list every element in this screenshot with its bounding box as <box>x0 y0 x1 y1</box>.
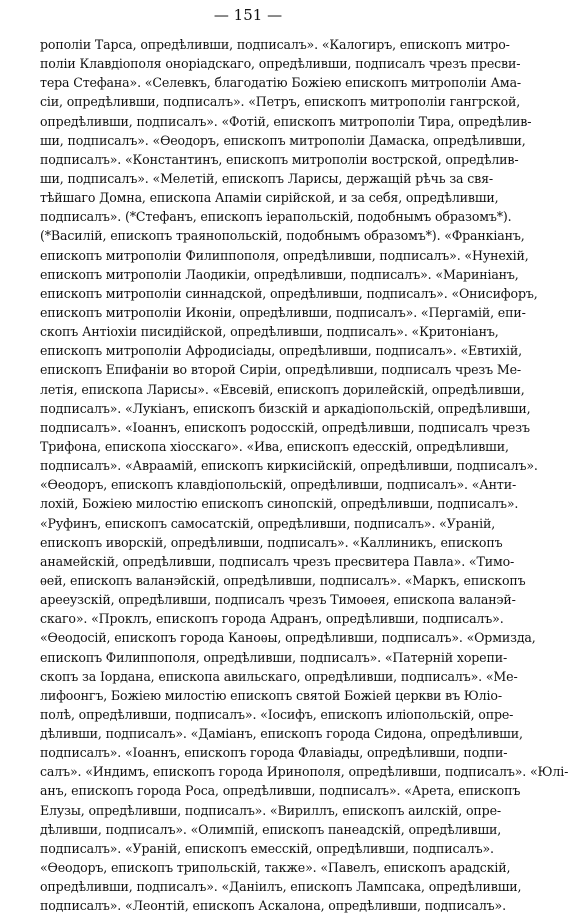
text-line: епископъ митрополіи Иконіи, опредѣливши, подписалъ». «Пергамій, епи- <box>40 304 526 320</box>
text-line: епископъ иворскій, опредѣливши, подписалъ». «Каллиникъ, епископъ <box>40 534 503 550</box>
text-line: опредѣливши, подписалъ». «Фотій, епископъ митрополіи Тира, опредѣлив- <box>40 113 532 129</box>
text-line: епископъ митрополіи синнадской, опредѣливши, подписалъ». «Онисифоръ, <box>40 285 538 301</box>
text-line: тѣйшаго Домна, епископа Апаміи сирійской, и за себя, опредѣливши, <box>40 190 499 206</box>
text-line: опредѣливши, подписалъ». «Даніилъ, епископъ Лампсака, опредѣливши, <box>40 879 522 895</box>
text-line: полѣ, опредѣливши, подписалъ». «Іосифъ, епископъ иліопольскій, опре- <box>40 706 514 722</box>
text-line: Трифона, епископа хіосскаго». «Ива, епископъ едесскій, опредѣливши, <box>40 438 509 454</box>
text-line: епископъ Филиппополя, опредѣливши, подписалъ». «Патерній хорепи- <box>40 649 508 665</box>
text-line: рополіи Тарса, опредѣливши, подписалъ». «Калогиръ, епископъ митро- <box>40 37 510 52</box>
text-line: лифоонгъ, Божіею милостію епископъ святой Божіей церкви въ Юліо- <box>40 687 502 703</box>
text-line: подписалъ». «Авраамій, епископъ киркисійскій, опредѣливши, подписалъ». <box>40 458 538 474</box>
text-line: сіи, опредѣливши, подписалъ». «Петръ, епископъ митрополіи гангрской, <box>40 94 521 110</box>
text-line: летія, епископа Ларисы». «Евсевій, епископъ дорилейскій, опредѣливши, <box>40 381 525 397</box>
page-number: — 151 — <box>213 6 283 24</box>
text-line: дѣливши, подписалъ». «Дамiанъ, епископъ города Сидона, опредѣливши, <box>40 726 523 742</box>
text-line: «Ѳеодоръ, епископъ трипольскій, также». «Павелъ, епископъ арадскій, <box>40 860 511 876</box>
body-text <box>40 35 568 915</box>
text-line: Елузы, опредѣливши, подписалъ». «Вириллъ, епископъ аилскій, опре- <box>40 802 501 818</box>
text-line: подписалъ». (*Стефанъ, епископъ іерапольскій, подобнымъ образомъ*). <box>40 209 512 225</box>
text-line: епископъ митрополіи Лаодикіи, опредѣливши, подписалъ». «Маринiанъ, <box>40 266 519 282</box>
text-line: подписалъ». «Ураній, епископъ емесскій, опредѣливши, подписалъ». <box>40 840 494 856</box>
text-line: подписалъ». «Іоаннъ, епископъ родосскій, опредѣливши, подписалъ чрезъ <box>40 419 530 435</box>
text-line: скопъ Антіохіи писидійской, опредѣливши, подписалъ». «Критоніанъ, <box>40 324 499 340</box>
text-line: епископъ митрополіи Афродисіады, опредѣливши, подписалъ». «Евтихій, <box>40 343 522 359</box>
text-line: епископъ митрополіи Филиппополя, опредѣливши, подписалъ». «Нунехій, <box>40 247 529 263</box>
text-line: ши, подписалъ». «Мелетій, епископъ Ларисы, держащій рѣчь за свя- <box>40 170 493 186</box>
text-line: ши, подписалъ». «Ѳеодоръ, епископъ митрополіи Дамаска, опредѣливши, <box>40 132 526 148</box>
text-line: «Ѳеодосій, епископъ города Каноѳы, опредѣливши, подписалъ». «Ормизда, <box>40 630 536 646</box>
text-line: анъ, епископъ города Роса, опредѣливши, подписалъ». «Арета, епископъ <box>40 783 521 799</box>
text-line: дѣливши, подписалъ». «Олимпій, епископъ панеадскій, опредѣливши, <box>40 821 502 837</box>
text-line: «Руфинъ, епископъ самосатскій, опредѣливши, подписалъ». «Ураній, <box>40 515 496 531</box>
text-line: ѳей, епископъ валанэйскій, опредѣливши, подписалъ». «Маркъ, епископъ <box>40 572 526 588</box>
text-line: епископъ Епифаніи во второй Сиріи, опредѣливши, подписалъ чрезъ Ме- <box>40 362 522 378</box>
text-line: «Ѳеодоръ, епископъ клавдіопольскій, опредѣливши, подписалъ». «Анти- <box>40 477 517 493</box>
text-line: лохій, Божіею милостію епископъ синопскій, опредѣливши, подписалъ». <box>40 496 519 512</box>
text-line: поліи Клавдіополя оноріадскаго, опредѣливши, подписалъ чрезъ пресви- <box>40 56 521 72</box>
text-line: подписалъ». «Константинъ, епископъ митрополіи вострской, опредѣлив- <box>40 151 519 167</box>
text-line: салъ». «Индимъ, епископъ города Иринополя, опредѣливши, подписалъ». «Юлі- <box>40 764 568 780</box>
text-line: скаго». «Проклъ, епископъ города Адранъ, опредѣливши, подписалъ». <box>40 611 504 627</box>
text-line: анамейскій, опредѣливши, подписалъ чрезъ пресвитера Павла». «Тимо- <box>40 553 515 569</box>
text-line: тера Стефана». «Селевкъ, благодатію Божіею епископъ митрополіи Ама- <box>40 75 522 91</box>
text-line: скопъ за Іордана, епископа авильскаго, опредѣливши, подписалъ». «Ме- <box>40 668 518 684</box>
text-line: подписалъ». «Лукіанъ, епископъ бизскій и аркадіопольскій, опредѣливши, <box>40 400 531 416</box>
text-line: подписалъ». «Іоаннъ, епископъ города Флавіады, опредѣливши, подпи- <box>40 745 508 761</box>
text-line: подписалъ». «Леонтій, епископъ Аскалона, опредѣливши, подписалъ». <box>40 898 506 914</box>
text-line: арееузскій, опредѣливши, подписалъ чрезъ Тимоѳея, епископа валанэй- <box>40 592 516 608</box>
text-line: (*Василій, епископъ траянопольскій, подобнымъ образомъ*). «Франкіанъ, <box>40 228 525 244</box>
